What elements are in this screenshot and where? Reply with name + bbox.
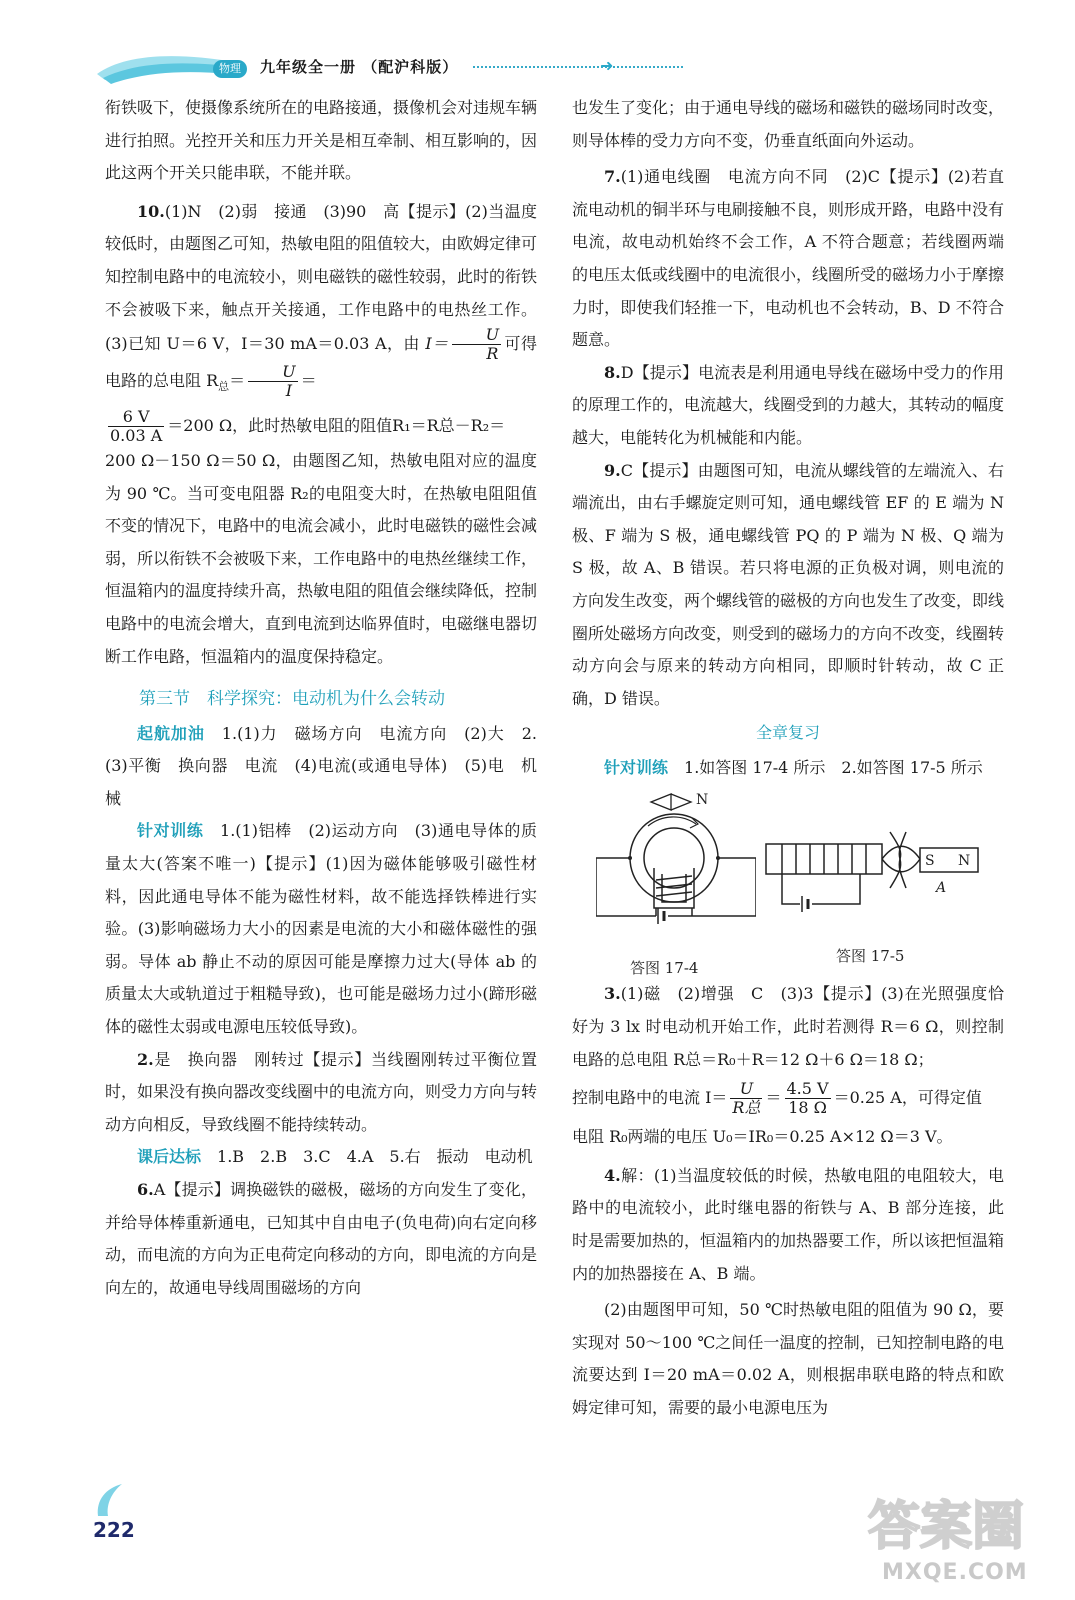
paragraph: 也发生了变化；由于通电导线的磁场和磁铁的磁场同时改变，则导体棒的受力方向不变，仍垂直纸面向外运动。 (572, 98, 1005, 150)
paragraph: (2)由题图甲可知，50 ℃时热敏电阻的阻值为 90 Ω，要实现对 50～100 ℃之间任一温度的控制，已知控制电路的电流要达到 I＝20 mA＝0.02 A，则根据串联电路的特点和欧姆定律可知，需要的最小电源电压为 (572, 1300, 1004, 1417)
figure-17-4-diagram (596, 790, 756, 940)
fig1-n-label: N (696, 792, 709, 809)
zd2-block: 针对训练 1.如答图 17-4 所示 2.如答图 17-5 所示 (604, 757, 983, 777)
fraction: $\frac{4.5 V}{18 \Omega}$ (786, 1079, 829, 1118)
fraction: $\frac{U}{I}$ (248, 363, 297, 400)
right-column (572, 92, 1004, 1425)
answer-9: 9.C【提示】由题图可知，电流从螺线管的左端流入、右端流出，由右手螺旋定则可知，通电螺线管 EF 的 E 端为 N 极、F 端为 S 极，通电螺线管 PQ 的 P 端为 N 极、Q 端为 S 极，故 A、B 错误。若只将电源的正负极对调，则电流的方向发生改变，两个螺线管的磁极的方向也发生了改变，即线圈所处磁场方向改变，则受到的磁场力的方向不改变，线圈转动方向会与原来的转动方向相同，即顺时针转动，故 C 正确，D 错误。 (572, 460, 1005, 708)
formula-line: 控制电路中的电流 I＝ $\frac{U}{\text{R总}}$ ＝ $\frac{4.5 V}{18 \Omega}$ ＝0.25 A，可得定值 (572, 1079, 982, 1118)
formula-line: $\frac{6 V}{0.03 A}$ ＝200 Ω，此时热敏电阻的阻值R₁＝R总－R₂＝ (110, 406, 506, 445)
figure-17-4-caption: 答图 17-4 (630, 959, 699, 978)
figure-17-5-diagram (760, 792, 1000, 932)
answer-3: 3.(1)磁 (2)增强 C (3)3【提示】(3)在光照强度恰好为 3 lx 时电动机开始工作，此时若测得 R＝6 Ω，则控制电路的总电阻 R总＝R₀＋R＝12 Ω＋6 Ω＝18 Ω； (572, 984, 1004, 1069)
header-swoosh-graphic (95, 48, 275, 88)
qh-label: 起航加油 (137, 723, 205, 743)
watermark-logo (862, 1488, 1042, 1558)
arrow-right-icon: ➜ (600, 56, 614, 75)
answer-8: 8.D【提示】电流表是利用通电导线在磁场中受力的作用的原理工作的，电流越大，线圈受到的力越大，其转动的幅度越大，电能转化为机械能和内能。 (572, 362, 1005, 447)
watermark-logo-text: 答案圈 (868, 1497, 1025, 1557)
page-header (95, 48, 715, 88)
qh-block: 起航加油 1.(1)力 磁场方向 电流方向 (2)大 2.(3)平衡 换向器 电流 (4)电流(或通电导体) (5)电 机械 (105, 723, 537, 808)
hint-tag: 【提示】 (399, 201, 466, 221)
subject-badge: 物理 (213, 60, 247, 78)
left-column (105, 92, 537, 1304)
section-title: 第三节 科学探究：电动机为什么会转动 (139, 689, 445, 710)
header-dotted-line (473, 66, 683, 68)
book-title: 九年级全一册 （配沪科版） (260, 58, 459, 76)
answer-4: 4.解：(1)当温度较低的时候，热敏电阻的电阻较大，电路中的电流较小，此时继电器的衔铁与 A、B 部分连接，此时是需要加热的，恒温箱内的加热器要工作，所以该把恒温箱内的加热器接在 A、B 端。 (572, 1165, 1005, 1283)
figure-17-5-caption: 答图 17-5 (836, 947, 905, 966)
fig2-s-label: S (925, 853, 935, 870)
review-title: 全章复习 (755, 723, 820, 743)
fraction: $\frac{U}{R}$ (452, 326, 501, 363)
answer-6: 6.A【提示】调换磁铁的磁极，磁场的方向发生了变化，并给导体棒重新通电，已知其中自由电子(负电荷)向右定向移动，而电流的方向为正电荷定向移动的方向，即电流的方向是向左的，故通电导线周围磁场的方向 (105, 1180, 538, 1297)
answer-10: 10.(1)N (2)弱 接通 (3)90 高【提示】(2)当温度较低时，由题图乙可知，热敏电阻的阻值较大，由欧姆定律可知控制电路中的电流较小，则电磁铁的磁性较弱，此时的衔铁不会被吸下来，触点开关接通，工作电路中的电热丝工作。(3)已知 U＝6 V，I＝30 mA＝0.03 A，由 I＝ $\frac{U}{R}$ 可得电路的总电阻 $R_总=$ $\frac{U}{I}$ ＝ (105, 201, 538, 401)
page-number-swirl (92, 1480, 152, 1520)
paragraph: 衔铁吸下，使摄像系统所在的电路接通，摄像机会对违规车辆进行拍照。光控开关和压力开关是相互牵制、相互影响的，因此这两个开关只能串联，不能并联。 (105, 98, 538, 183)
watermark-text: MXQE.COM (882, 1560, 1028, 1585)
fraction: $\frac{6 V}{0.03 A}$ (110, 406, 163, 445)
kh-label: 课后达标 (137, 1147, 202, 1167)
answer-7: 7.(1)通电线圈 电流方向不同 (2)C【提示】(2)若直流电动机的铜半环与电刷接触不良，则形成开路，电路中没有电流，故电动机始终不会工作，A 不符合题意；若线圈两端的电压太低或线圈中的电流很小，线圈所受的磁场力小于摩擦力时，即使我们轻推一下，电动机也不会转动，B、D 不符合题意。 (572, 167, 1005, 350)
kh-block: 课后达标 1.B 2.B 3.C 4.A 5.右 振动 电动机 (137, 1147, 533, 1167)
fig2-a-label: A (936, 880, 947, 897)
fraction: $\frac{U}{\text{R总}}$ (732, 1079, 761, 1118)
zd-label: 针对训练 (137, 821, 204, 841)
page-number: 222 (93, 1518, 135, 1542)
answer-2: 2.是 换向器 刚转过【提示】当线圈刚转过平衡位置时，如果没有换向器改变线圈中的电流方向，则受力方向与转动方向相反，导致线圈不能持续转动。 (105, 1049, 538, 1134)
fig2-n-label: N (958, 853, 971, 870)
paragraph: 电阻 R₀两端的电压 U₀＝IR₀＝0.25 A×12 Ω＝3 V。 (572, 1127, 953, 1147)
answer-figures (572, 790, 1004, 978)
zd2-label: 针对训练 (604, 757, 669, 777)
paragraph: 200 Ω－150 Ω＝50 Ω，由题图乙知，热敏电阻对应的温度为 90 ℃。当可变电阻器 R₂的电阻变大时，在热敏电阻阻值不变的情况下，电路中的电流会减小，此时电磁铁的磁性会减弱，所以衔铁不会被吸下来，工作电路中的电热丝继续工作，恒温箱内的温度持续升高，热敏电阻的阻值会继续降低，控制电路中的电流会增大，直到电流到达临界值时，电磁继电器切断工作电路，恒温箱内的温度保持稳定。 (105, 450, 538, 666)
zd-block: 针对训练 1.(1)铝棒 (2)运动方向 (3)通电导体的质量太大(答案不唯一)【提示】(1)因为磁体能够吸引磁性材料，因此通电导体不能为磁性材料，故不能选择铁棒进行实验。(3)影响磁场力大小的因素是电流的大小和磁体磁性的强弱。导体 ab 静止不动的原因可能是摩擦力过大(导体 ab 的质量太大或轨道过于粗糙导致)，也可能是磁场力过小(蹄形磁体的磁性太弱或电源电压较低导致)。 (105, 821, 537, 1037)
